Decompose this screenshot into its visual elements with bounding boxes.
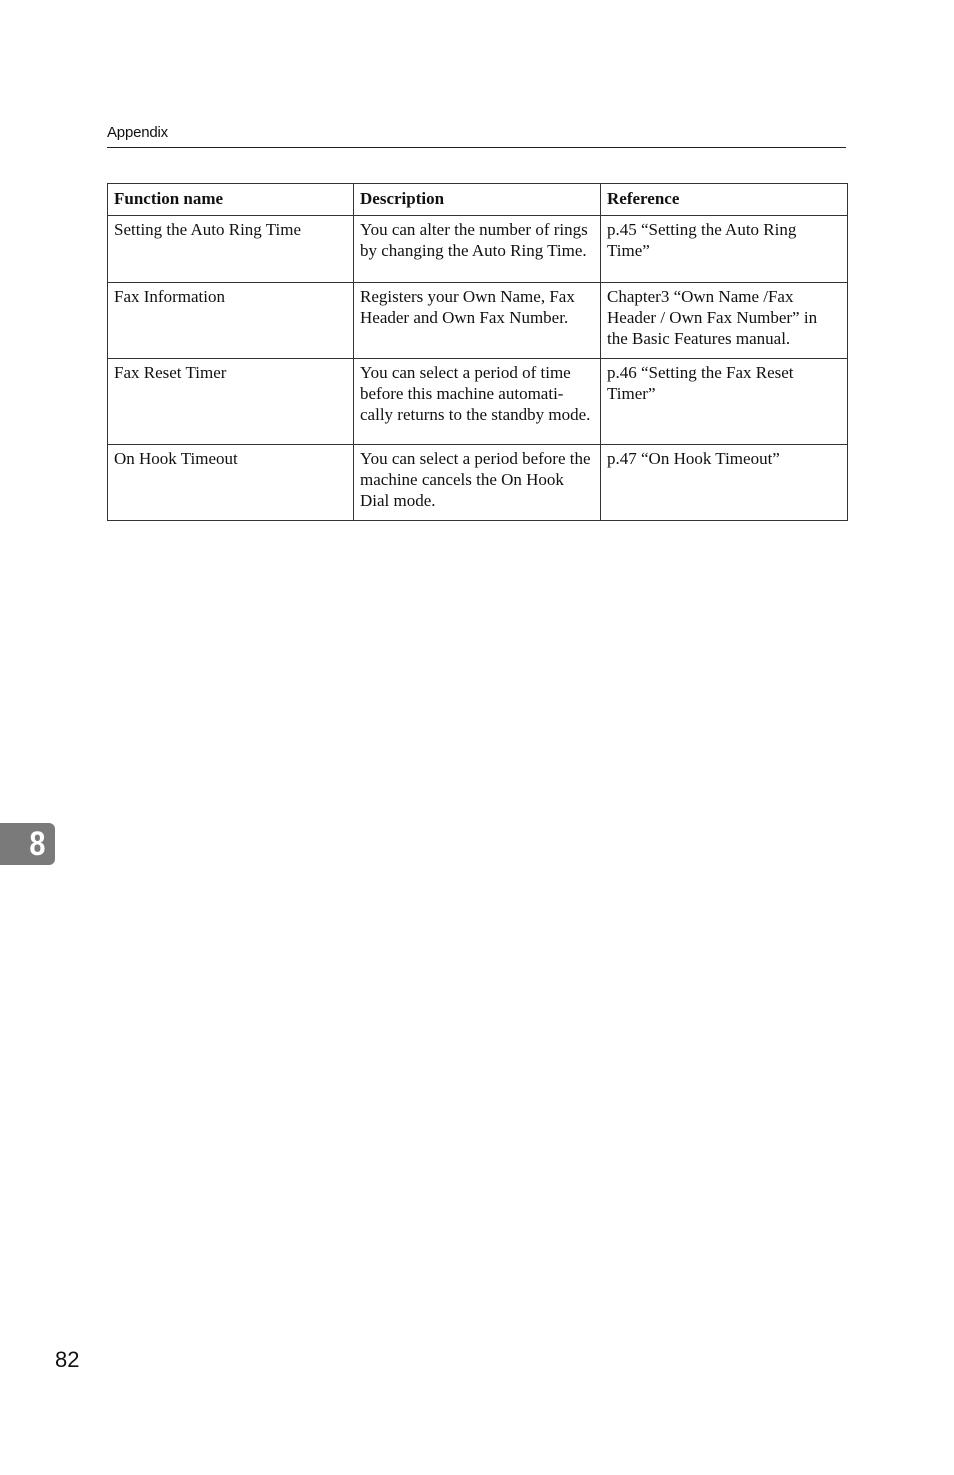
function-name-cell: Fax Information — [108, 283, 354, 359]
reference-cell: Chapter3 “Own Name /Fax Header / Own Fax Number” in the Basic Features manual. — [601, 283, 848, 359]
column-header-function-name: Function name — [108, 184, 354, 216]
running-head: Appendix — [107, 124, 168, 141]
table-row — [108, 445, 848, 521]
function-name-cell: On Hook Timeout — [108, 445, 354, 521]
description-cell: You can select a period before the machine cancels the On Hook Dial mode. — [354, 445, 601, 521]
reference-cell: p.47 “On Hook Timeout” — [601, 445, 848, 521]
chapter-number: 8 — [29, 825, 46, 863]
column-header-description: Description — [354, 184, 601, 216]
header-divider — [107, 147, 846, 148]
description-cell: You can alter the number of rings by changing the Auto Ring Time. — [354, 216, 601, 283]
description-cell: Registers your Own Name, Fax Header and Own Fax Number. — [354, 283, 601, 359]
function-name-cell: Fax Reset Timer — [108, 359, 354, 445]
reference-cell: p.45 “Setting the Auto Ring Time” — [601, 216, 848, 283]
chapter-tab — [0, 823, 55, 865]
reference-cell: p.46 “Setting the Fax Reset Timer” — [601, 359, 848, 445]
table-row — [108, 283, 848, 359]
table-row — [108, 216, 848, 283]
column-header-reference: Reference — [601, 184, 848, 216]
function-name-cell: Setting the Auto Ring Time — [108, 216, 354, 283]
table-row — [108, 359, 848, 445]
page-number: 82 — [55, 1347, 80, 1372]
description-cell: You can select a period of time before this machine automati- cally returns to the standby mode. — [354, 359, 601, 445]
function-table — [107, 183, 848, 521]
table-header-row — [108, 184, 848, 216]
